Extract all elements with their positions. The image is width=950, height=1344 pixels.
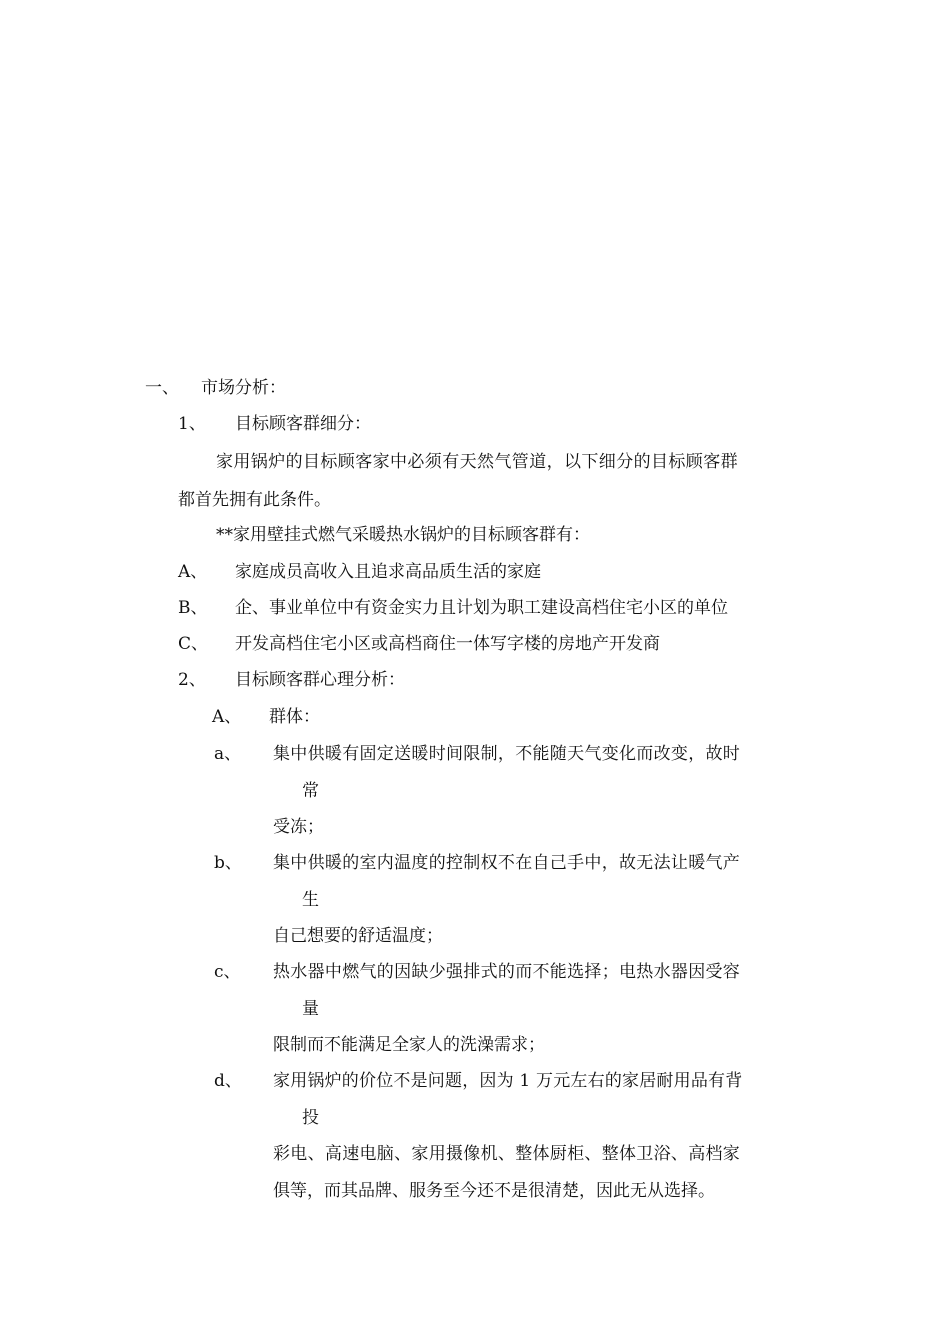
point-d-cont-2: 俱等，而其品牌、服务至今还不是很清楚，因此无从选择。 xyxy=(273,1181,715,1201)
point-c-line-1: 热水器中燃气的因缺少强排式的而不能选择；电热水器因受容 xyxy=(273,962,741,982)
point-b-wrap: 生 xyxy=(302,890,319,910)
point-d-wrap: 投 xyxy=(302,1108,319,1128)
point-a-marker: a、 xyxy=(214,744,242,764)
point-a-wrap: 常 xyxy=(302,781,319,801)
group-a-marker: A、 xyxy=(178,562,208,582)
point-c-cont-1: 限制而不能满足全家人的洗澡需求； xyxy=(273,1035,545,1055)
point-c-wrap: 量 xyxy=(302,999,319,1019)
point-d-marker: d、 xyxy=(214,1071,242,1091)
subsection-1-marker: 1、 xyxy=(178,414,206,434)
sub-a-title: 群体： xyxy=(269,707,320,727)
subsection-2-marker: 2、 xyxy=(178,670,206,690)
sub-a-marker: A、 xyxy=(212,707,242,727)
group-c-marker: C、 xyxy=(178,634,209,654)
point-b-line-1: 集中供暖的室内温度的控制权不在自己手中，故无法让暖气产 xyxy=(273,853,741,873)
group-heading: **家用壁挂式燃气采暖热水锅炉的目标顾客群有： xyxy=(216,525,590,545)
subsection-2-title: 目标顾客群心理分析： xyxy=(235,670,405,690)
point-d-line-1: 家用锅炉的价位不是问题，因为 1 万元左右的家居耐用品有背 xyxy=(273,1071,743,1091)
intro-line-1: 家用锅炉的目标顾客家中必须有天然气管道，以下细分的目标顾客群 xyxy=(216,452,738,472)
point-a-line-1: 集中供暖有固定送暖时间限制，不能随天气变化而改变，故时 xyxy=(273,744,741,764)
intro-line-2: 都首先拥有此条件。 xyxy=(178,490,331,510)
point-c-marker: c、 xyxy=(214,962,241,982)
point-b-marker: b、 xyxy=(214,853,242,873)
group-b-text: 企、事业单位中有资金实力且计划为职工建设高档住宅小区的单位 xyxy=(235,598,728,618)
section-title: 市场分析： xyxy=(201,378,286,398)
section-marker: 一、 xyxy=(145,378,179,398)
subsection-1-title: 目标顾客群细分： xyxy=(235,414,371,434)
point-d-cont-1: 彩电、高速电脑、家用摄像机、整体厨柜、整体卫浴、高档家 xyxy=(273,1144,741,1164)
point-b-cont-1: 自己想要的舒适温度； xyxy=(273,926,443,946)
group-b-marker: B、 xyxy=(178,598,208,618)
point-a-cont-1: 受冻； xyxy=(273,817,324,837)
group-a-text: 家庭成员高收入且追求高品质生活的家庭 xyxy=(235,562,541,582)
group-c-text: 开发高档住宅小区或高档商住一体写字楼的房地产开发商 xyxy=(235,634,660,654)
